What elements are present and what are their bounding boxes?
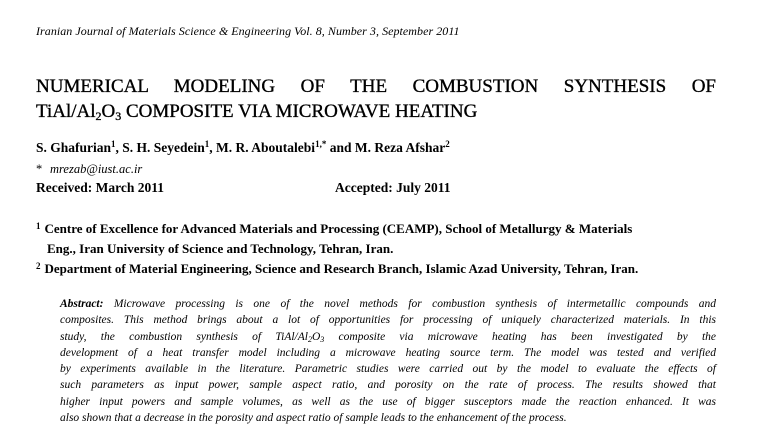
affiliation-text: Centre of Excellence for Advanced Materials and Processing (CEAMP), School of Metallurgy & Materials [44,221,633,236]
abstract-label: Abstract: [60,298,104,310]
affiliation-number: 2 [36,261,41,271]
received-date: Received: March 2011 [36,180,164,195]
author-name: M. Reza Afshar [354,140,446,155]
author-affiliation-marker: 1 [111,139,116,149]
corresponding-email-link[interactable]: mrezab@iust.ac.ir [50,162,143,176]
corresponding-marker: * [36,162,43,176]
author-name: S. Ghafurian [36,140,112,155]
submission-dates [36,180,451,196]
title-line-1: NUMERICAL MODELING OF THE COMBUSTION SYNTHESIS OF [36,76,716,97]
abstract-line: such parameters as input power, sample aspect ratio, and porosity on the rate of process. The results showed that [60,379,716,392]
abstract-line: study, the combustion synthesis of TiAl/$Al_2O_3$ composite via microwave heating has been investigated by the [60,330,716,344]
journal-header: Iranian Journal of Materials Science & Engineering Vol. 8, Number 3, September 2011 [36,24,460,38]
author-affiliation-marker: 1,* [315,139,327,149]
affiliation-text-continued: Eng., Iran University of Science and Technology, Tehran, Iran. [47,241,394,256]
abstract-line: by experiments available in the literature. Parametric studies were carried out by the model to evaluate the effects of [60,363,716,376]
affiliation-2 [36,259,726,279]
abstract [60,296,716,426]
title-line-2: TiAl/$Al_2O_3$ COMPOSITE VIA MICROWAVE HEATING [36,101,478,123]
paper-title [36,74,716,124]
abstract-line: development of a heat transfer model including a microwave heating source term. The model was tested and verified [60,346,716,359]
corresponding-author [36,162,142,177]
author-list: S. Ghafurian$^1$, S. H. Seyedein$^1$, M. R. Aboutalebi$^{1,*}$ and M. Reza Afshar$^2$ [36,139,450,155]
abstract-line: higher input powers and sample volumes, as well as the use of bigger susceptors made the reaction enhanced. It was [60,395,716,408]
abstract-line: Abstract: Microwave processing is one of the novel methods for combustion synthesis of intermetallic compounds and [60,298,716,310]
author-affiliation-marker: 1 [204,139,210,149]
abstract-line: composites. This method brings about a lot of opportunities for processing of uniquely characterized materials. In this [60,314,716,327]
affiliation-1 [36,219,726,259]
affiliation-number: 1 [36,221,41,231]
abstract-line: also shown that a decrease in the porosity and aspect ratio of sample leads to the enhancement of the process. [60,412,567,425]
accepted-date: Accepted: July 2011 [335,180,451,195]
affiliation-text: Department of Material Engineering, Science and Research Branch, Islamic Azad University, Tehran, Iran. [44,261,639,276]
author-name: M. R. Aboutalebi [216,140,316,155]
author-affiliation-marker: 2 [445,139,450,149]
author-name: S. H. Seyedein [122,140,205,155]
